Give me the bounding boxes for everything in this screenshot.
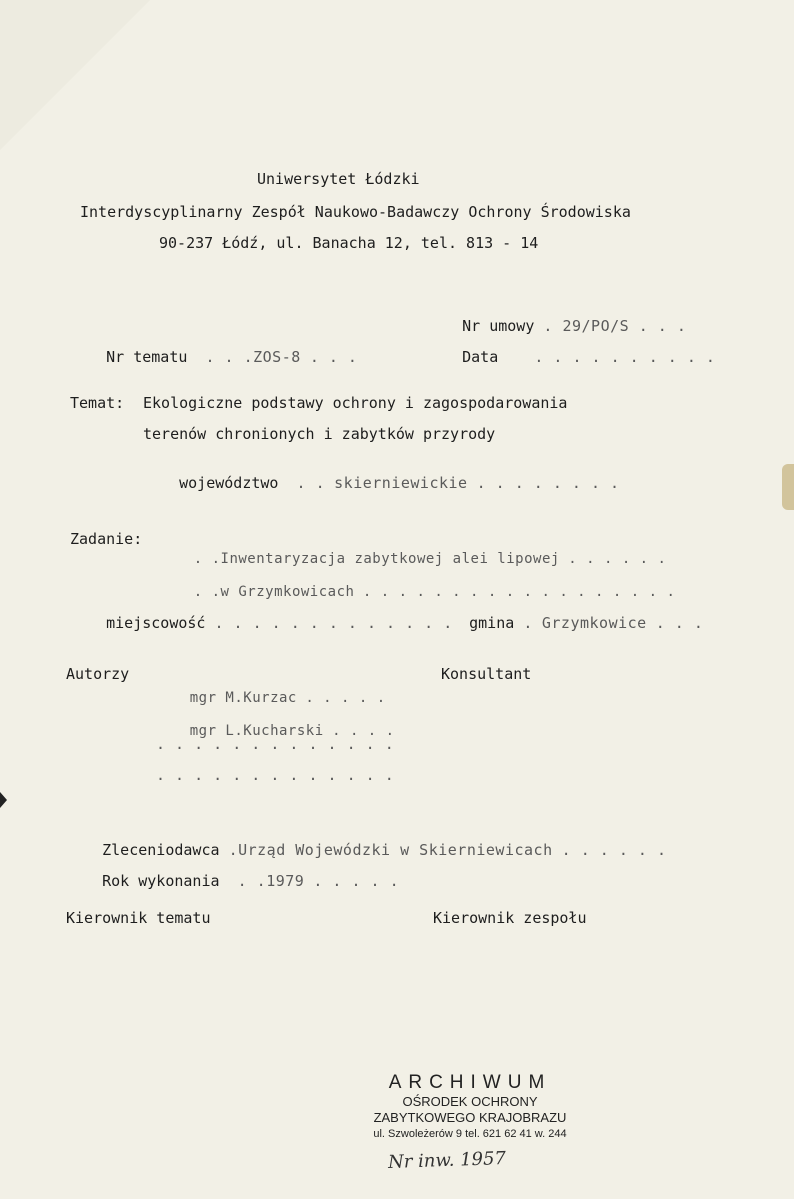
year-value: 1979 — [266, 872, 305, 890]
zadanie-dots-before-1: . . — [193, 551, 221, 567]
zadanie-value-1: Inwentaryzacja zabytkowej alei lipowej — [220, 551, 560, 567]
gmina-dots-after: . . . — [655, 614, 704, 632]
author-dots-2: . . . . — [332, 723, 395, 739]
topic-number-dots-after: . . . — [309, 348, 358, 366]
place-label: miejscowość — [106, 614, 206, 632]
team-head-label: Kierownik zespołu — [433, 909, 587, 927]
author-name-1: mgr M.Kurzac — [189, 690, 297, 706]
voivodeship-row — [143, 456, 620, 510]
gmina-value: Grzymkowice — [541, 614, 647, 632]
zadanie-label: Zadanie: — [70, 530, 143, 548]
date-label: Data — [462, 348, 499, 366]
margin-mark-icon — [0, 792, 7, 808]
client-dots-before: . — [228, 841, 239, 859]
author-dots-1: . . . . . — [305, 690, 386, 706]
temat-label: Temat: — [70, 394, 125, 412]
year-dots-before: . . — [237, 872, 267, 890]
author-blank-line-2: . . . . . . . . . . . . . — [156, 766, 395, 784]
team-name: Interdyscyplinarny Zespół Naukowo-Badawczy Ochrony Środowiska — [80, 203, 631, 221]
topic-number-dots-before: . . . — [205, 348, 254, 366]
inventory-number-handwritten: Nr inw. 1957 — [387, 1147, 507, 1174]
binder-tab — [782, 464, 794, 510]
topic-number-row — [70, 330, 357, 384]
year-row — [66, 854, 399, 908]
consultant-label: Konsultant — [441, 665, 532, 683]
archive-stamp — [355, 1072, 585, 1142]
topic-head-label: Kierownik tematu — [66, 909, 211, 927]
voivodeship-dots-before: . . — [296, 474, 326, 492]
gmina-row — [433, 596, 703, 650]
contract-dots-after: . . . — [629, 317, 687, 335]
topic-number-value: ZOS-8 — [253, 348, 301, 366]
date-dots: . . . . . . . . . . — [534, 348, 716, 366]
authors-label: Autorzy — [66, 665, 130, 683]
stamp-address: ul. Szwoleżerów 9 tel. 621 62 41 w. 244 — [373, 1128, 567, 1140]
zadanie-dots-before-2: . . — [193, 584, 221, 600]
contract-label: Nr umowy — [462, 317, 535, 335]
date-row — [426, 330, 715, 384]
voivodeship-value: skierniewickie — [334, 474, 468, 492]
stamp-line-1: OŚRODEK OCHRONY — [402, 1094, 538, 1109]
temat-line-2: terenów chronionych i zabytków przyrody — [143, 425, 496, 443]
year-label: Rok wykonania — [102, 872, 220, 890]
voivodeship-label: województwo — [179, 474, 279, 492]
stamp-line-2: ZABYTKOWEGO KRAJOBRAZU — [373, 1110, 567, 1125]
university-name: Uniwersytet Łódzki — [257, 170, 420, 188]
client-value: Urząd Wojewódzki w Skierniewicach — [238, 841, 553, 859]
zadanie-dots-after-1: . . . . . . — [568, 551, 667, 567]
temat-line-1: Ekologiczne podstawy ochrony i zagospodarowania — [143, 394, 568, 412]
gmina-label: gmina — [469, 614, 515, 632]
place-dots: . . . . . . . . . . . . . — [214, 614, 453, 632]
zadanie-dots-after-2: . . . . . . . . . . . . . . . . . . — [362, 584, 676, 600]
year-dots-after: . . . . . — [313, 872, 400, 890]
contract-number: 29/PO/S — [562, 317, 630, 335]
stamp-title: ARCHIWUM — [388, 1072, 552, 1093]
author-blank-line-1: . . . . . . . . . . . . . — [156, 735, 395, 753]
topic-number-label: Nr tematu — [106, 348, 188, 366]
author-name-2: mgr L.Kucharski — [189, 723, 324, 739]
client-label: Zleceniodawca — [102, 841, 220, 859]
team-address: 90-237 Łódź, ul. Banacha 12, tel. 813 - 14 — [159, 234, 539, 252]
place-row — [70, 596, 453, 650]
voivodeship-dots-after: . . . . . . . . — [476, 474, 620, 492]
page-fold-corner — [0, 0, 150, 150]
gmina-dots-before: . — [523, 614, 533, 632]
zadanie-value-2: w Grzymkowicach — [220, 584, 355, 600]
client-dots-after: . . . . . . — [561, 841, 667, 859]
contract-dots-before: . — [543, 317, 563, 335]
